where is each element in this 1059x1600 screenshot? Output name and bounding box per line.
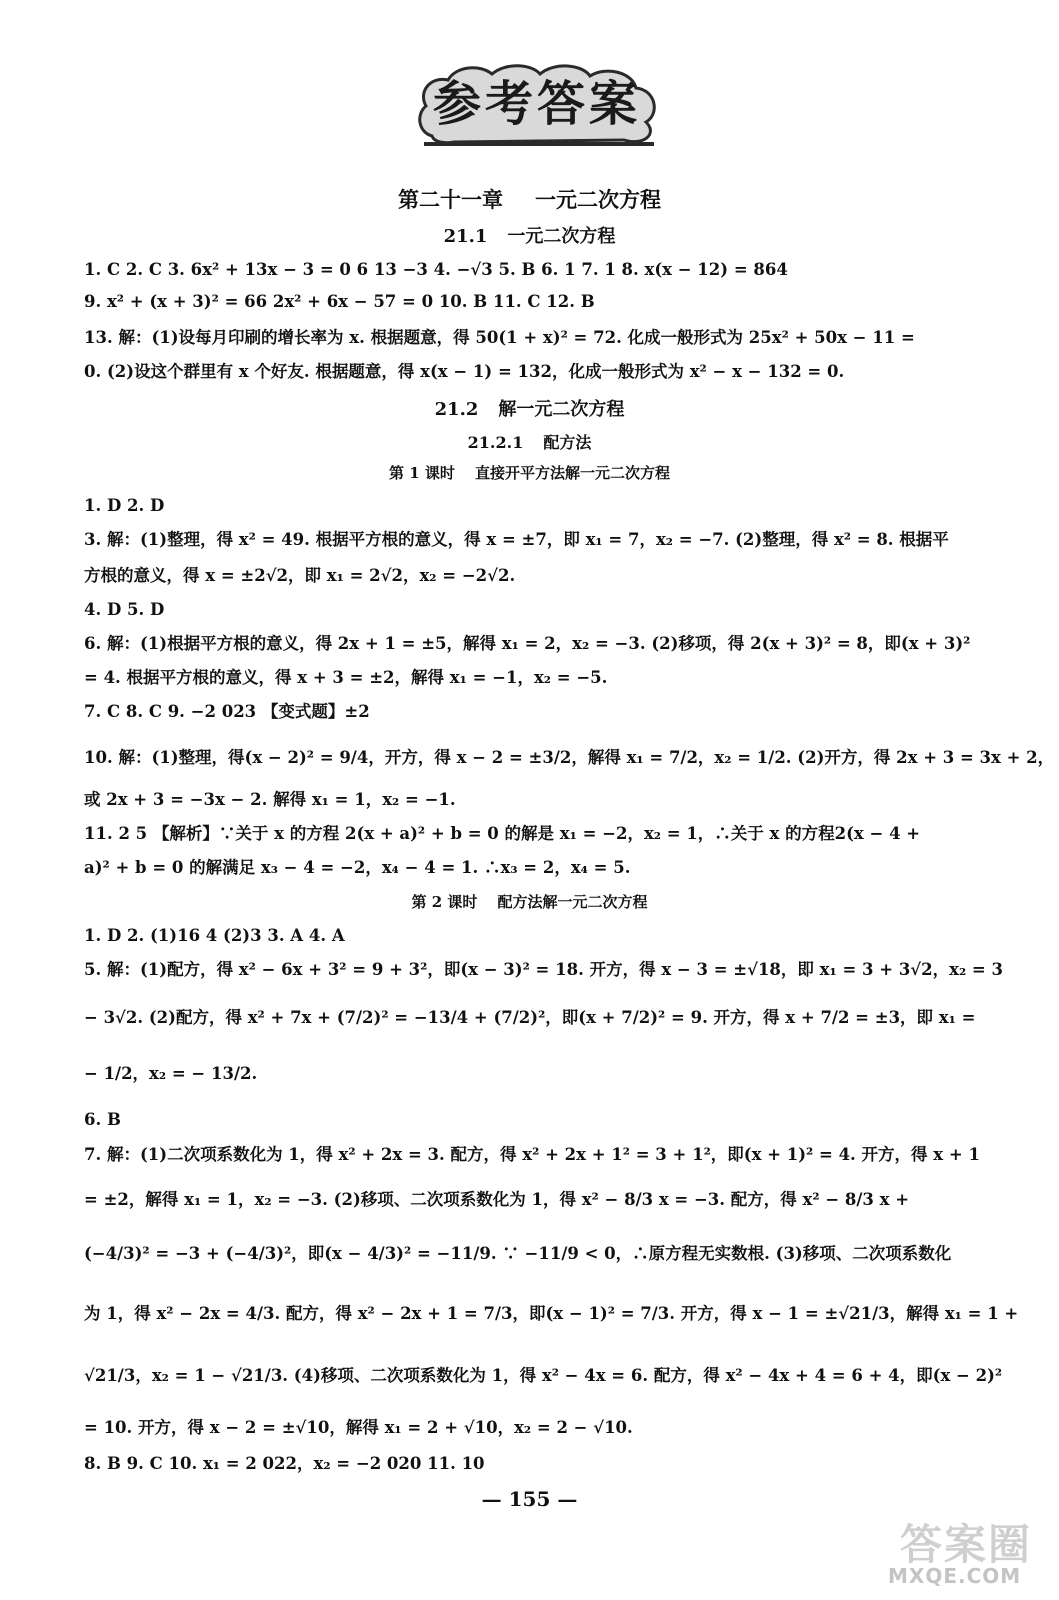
banner-title: 参考答案 [432, 76, 641, 132]
answer-line-4: 0. (2)设这个群里有 x 个好友. 根据题意，得 x(x − 1) = 132，化成一般形式为 x² − x − 132 = 0. [84, 362, 845, 381]
chapter-number: 第二十一章 [398, 187, 503, 212]
section-number: 21.2 [434, 399, 479, 420]
title-banner [414, 62, 660, 148]
answer-line-27: 8. B 9. C 10. x₁ = 2 022，x₂ = −2 020 11. 10 [84, 1454, 485, 1473]
answer-line-18: − 3√2. (2)配方，得 x² + 7x + (7/2)² = −13/4 + (7/2)²，即(x + 7/2)² = 9. 开方，得 x + 7/2 = ±3，即 x₁ = [84, 1008, 976, 1027]
subsection-heading-21-2-1 [0, 430, 1059, 453]
page-number: — 155 — [481, 1487, 578, 1511]
answer-line-11: 7. C 8. C 9. −2 023 【变式题】±2 [84, 702, 370, 721]
section-number: 21.1 [443, 226, 488, 247]
answer-line-6: 3. 解：(1)整理，得 x² = 49. 根据平方根的意义，得 x = ±7，即 x₁ = 7，x₂ = −7. (2)整理，得 x² = 8. 根据平 [84, 530, 949, 549]
answer-line-20: 6. B [84, 1110, 121, 1129]
lesson-number: 第 1 课时 [389, 464, 455, 482]
lesson-title: 配方法解一元二次方程 [497, 893, 648, 911]
answer-line-22: = ±2，解得 x₁ = 1，x₂ = −3. (2)移项、二次项系数化为 1，得 x² − 8/3 x = −3. 配方，得 x² − 8/3 x + [84, 1190, 910, 1209]
answer-line-2: 9. x² + (x + 3)² = 66 2x² + 6x − 57 = 0 10. B 11. C 12. B [84, 292, 595, 311]
lesson-1-heading [0, 462, 1059, 483]
answer-line-12: 10. 解：(1)整理，得(x − 2)² = 9/4，开方，得 x − 2 = ±3/2，解得 x₁ = 7/2，x₂ = 1/2. (2)开方，得 2x + 3 = 3x + 2， [84, 748, 1055, 767]
chapter-heading [0, 184, 1059, 214]
section-title: 一元二次方程 [507, 226, 616, 247]
answer-line-5: 1. D 2. D [84, 496, 165, 515]
watermark-logo [880, 1510, 1050, 1590]
answer-line-16: 1. D 2. (1)16 4 (2)3 3. A 4. A [84, 926, 345, 945]
subsection-number: 21.2.1 [467, 433, 524, 452]
answer-line-17: 5. 解：(1)配方，得 x² − 6x + 3² = 9 + 3²，即(x − 3)² = 18. 开方，得 x − 3 = ±√18，即 x₁ = 3 + 3√2，x₂ = 3 [84, 960, 1003, 979]
answer-line-26: = 10. 开方，得 x − 2 = ±√10，解得 x₁ = 2 + √10，x₂ = 2 − √10. [84, 1418, 633, 1437]
answer-line-7: 方根的意义，得 x = ±2√2，即 x₁ = 2√2，x₂ = −2√2. [84, 566, 516, 585]
answer-line-1: 1. C 2. C 3. 6x² + 13x − 3 = 0 6 13 −3 4. −√3 5. B 6. 1 7. 1 8. x(x − 12) = 864 [84, 260, 788, 279]
chapter-title: 一元二次方程 [535, 187, 661, 212]
answer-line-25: √21/3，x₂ = 1 − √21/3. (4)移项、二次项系数化为 1，得 x² − 4x = 6. 配方，得 x² − 4x + 4 = 6 + 4，即(x − 2)² [84, 1366, 1003, 1385]
answer-line-19: − 1/2，x₂ = − 13/2. [84, 1064, 258, 1083]
answer-line-9: 6. 解：(1)根据平方根的意义，得 2x + 1 = ±5，解得 x₁ = 2，x₂ = −3. (2)移项，得 2(x + 3)² = 8，即(x + 3)² [84, 634, 971, 653]
answer-line-10: = 4. 根据平方根的意义，得 x + 3 = ±2，解得 x₁ = −1，x₂ = −5. [84, 668, 608, 687]
watermark-url: MXQE.COM [888, 1564, 1022, 1588]
subsection-title: 配方法 [543, 433, 592, 452]
answer-line-23: (−4/3)² = −3 + (−4/3)²，即(x − 4/3)² = −11/9. ∵ −11/9 < 0，∴原方程无实数根. (3)移项、二次项系数化 [84, 1244, 952, 1263]
watermark-text: 答案圈 [900, 1520, 1033, 1569]
answer-line-13: 或 2x + 3 = −3x − 2. 解得 x₁ = 1，x₂ = −1. [84, 790, 456, 809]
answer-line-24: 为 1，得 x² − 2x = 4/3. 配方，得 x² − 2x + 1 = 7/3，即(x − 1)² = 7/3. 开方，得 x − 1 = ±√21/3，解得 x₁ = 1 + [84, 1304, 1019, 1323]
answer-line-15: a)² + b = 0 的解满足 x₃ − 4 = −2，x₄ − 4 = 1. ∴x₃ = 2，x₄ = 5. [84, 858, 631, 877]
answer-line-8: 4. D 5. D [84, 600, 165, 619]
lesson-number: 第 2 课时 [411, 893, 478, 911]
section-heading-21-1 [0, 222, 1059, 248]
answer-line-21: 7. 解：(1)二次项系数化为 1，得 x² + 2x = 3. 配方，得 x² + 2x + 1² = 3 + 1²，即(x + 1)² = 4. 开方，得 x + 1 [84, 1145, 980, 1164]
section-heading-21-2 [0, 395, 1059, 421]
lesson-title: 直接开平方法解一元二次方程 [474, 464, 670, 482]
answer-line-3: 13. 解：(1)设每月印刷的增长率为 x. 根据题意，得 50(1 + x)² = 72. 化成一般形式为 25x² + 50x − 11 = [84, 328, 915, 347]
lesson-2-heading [0, 891, 1059, 912]
answer-line-14: 11. 2 5 【解析】∵关于 x 的方程 2(x + a)² + b = 0 的解是 x₁ = −2，x₂ = 1，∴关于 x 的方程2(x − 4 + [84, 824, 921, 843]
section-title: 解一元二次方程 [498, 399, 625, 420]
